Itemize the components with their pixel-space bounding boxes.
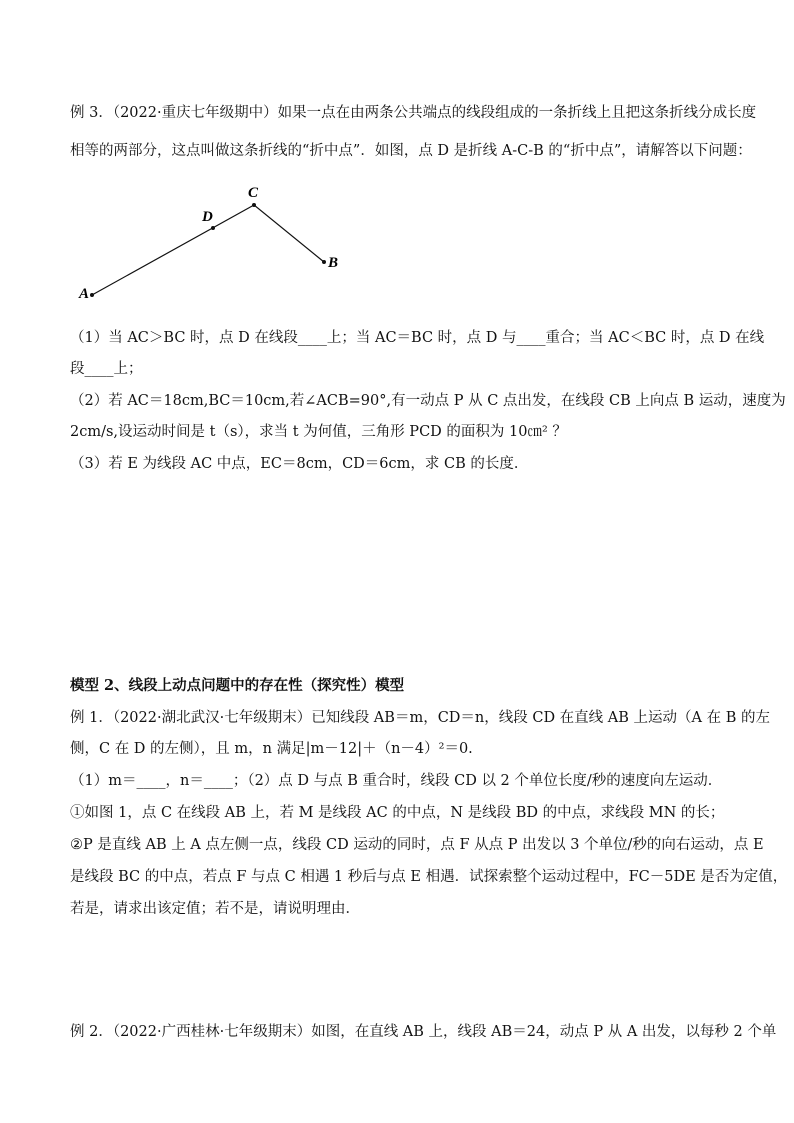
label-b: B	[328, 255, 339, 271]
segment-cb	[254, 205, 324, 262]
model-2-line-6: 是线段 BC 的中点，若点 F 与点 C 相遇 1 秒后与点 E 相遇．试探索整个运动过程中，FC－5DE 是否为定值，	[70, 869, 788, 885]
example-3-line-1: 例 3．（2022·重庆七年级期中）如果一点在由两条公共端点的线段组成的一条折线上且把这条折线分成长度	[70, 105, 757, 121]
segment-ac	[92, 205, 254, 295]
model-2-line-7: 若是，请求出该定值；若不是，请说明理由．	[70, 901, 360, 917]
point-a	[90, 293, 94, 297]
model-2-line-3: （1）m＝____，n＝____；（2）点 D 与点 B 重合时，线段 CD 以 2 个单位长度/秒的速度向左运动．	[70, 773, 723, 789]
model-2-line-2: 侧，C 在 D 的左侧），且 m，n 满足|m－12|＋（n－4）²＝0.	[70, 741, 473, 757]
model-2-line-1: 例 1．（2022·湖北武汉·七年级期末）已知线段 AB＝m，CD＝n，线段 CD 在直线 AB 上运动（A 在 B 的左	[70, 710, 770, 726]
model-2-heading: 模型 2、线段上动点问题中的存在性（探究性）模型	[70, 677, 405, 694]
point-d	[211, 226, 215, 230]
label-d: D	[202, 209, 213, 225]
point-c	[252, 203, 256, 207]
label-c: C	[248, 185, 259, 201]
question-2-line-2: 2cm/s,设运动时间是 t（s），求当 t 为何值，三角形 PCD 的面积为 10㎝² ？	[70, 424, 567, 440]
question-1-line-2: 段____上；	[70, 361, 143, 377]
question-1-line-1: （1）当 AC＞BC 时，点 D 在线段____上；当 AC＝BC 时，点 D 与____重合；当 AC＜BC 时，点 D 在线	[70, 330, 765, 346]
example-3-line-2: 相等的两部分，这点叫做这条折线的“折中点”．如图，点 D 是折线 A-C-B 的“折中点”，请解答以下问题：	[70, 143, 752, 159]
model-2-line-5: ②P 是直线 AB 上 A 点左侧一点，线段 CD 运动的同时，点 F 从点 P 出发以 3 个单位/秒的向右运动，点 E	[70, 837, 764, 853]
label-a: A	[79, 286, 90, 302]
example-2-line-1: 例 2．（2022·广西桂林·七年级期末）如图，在直线 AB 上，线段 AB＝24，动点 P 从 A 出发，以每秒 2 个单	[70, 1024, 777, 1040]
polyline-figure	[70, 180, 370, 310]
point-b	[322, 260, 326, 264]
question-2-line-1: （2）若 AC＝18cm,BC＝10cm,若∠ACB=90°,有一动点 P 从 C 点出发，在线段 CB 上向点 B 运动，速度为	[70, 393, 786, 409]
model-2-line-4: ①如图 1，点 C 在线段 AB 上，若 M 是线段 AC 的中点，N 是线段 BD 的中点，求线段 MN 的长；	[70, 805, 725, 821]
question-3: （3）若 E 为线段 AC 中点，EC＝8cm，CD＝6cm，求 CB 的长度．	[70, 456, 529, 472]
